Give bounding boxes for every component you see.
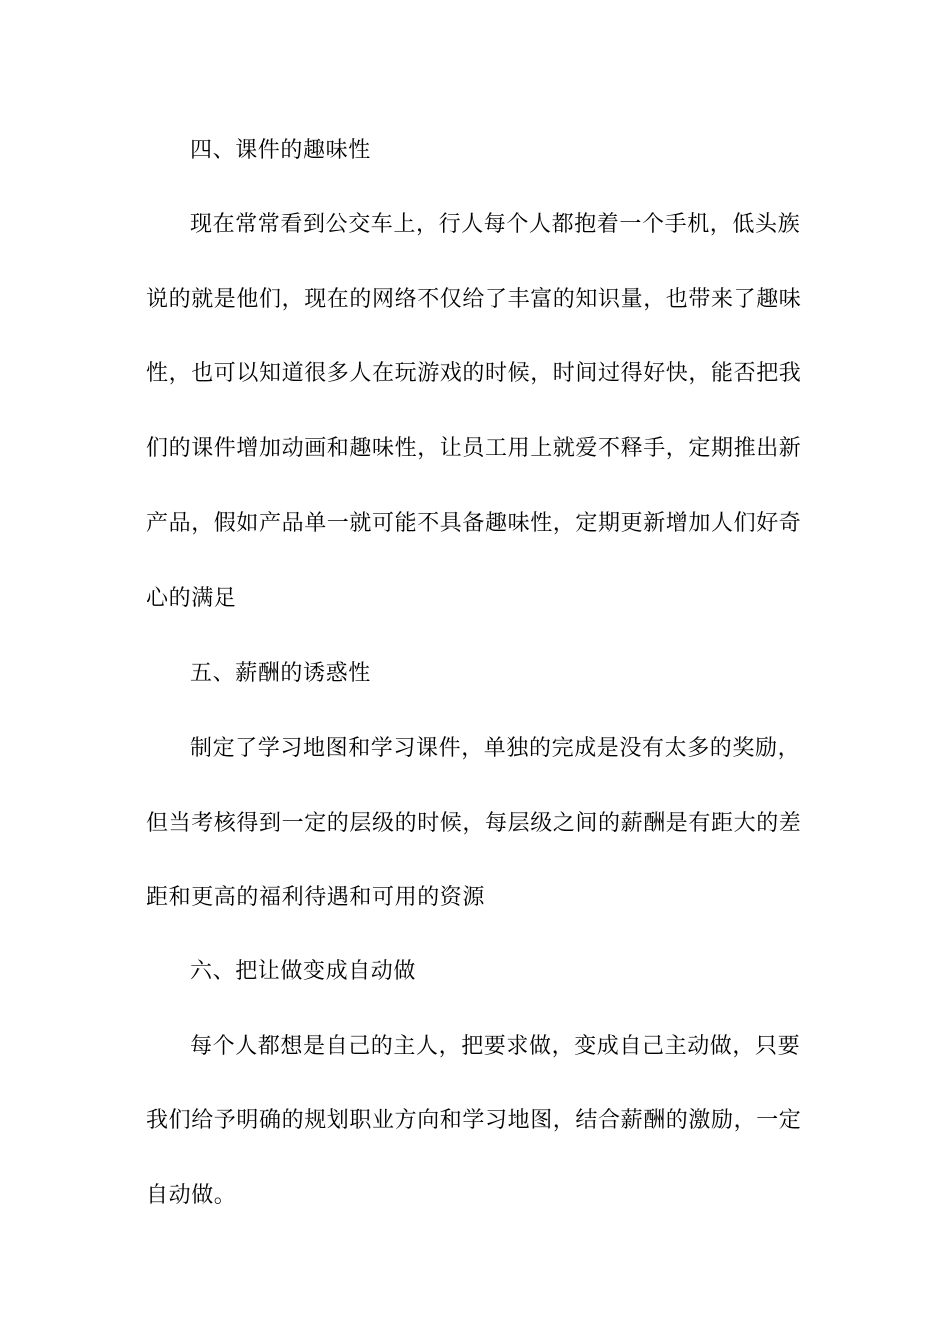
paragraph-line: 性，也可以知道很多人在玩游戏的时候，时间过得好快，能否把我 bbox=[146, 361, 802, 386]
section-heading: 六、把让做变成自动做 bbox=[190, 959, 417, 984]
paragraph-line: 现在常常看到公交车上，行人每个人都抱着一个手机，低头族 bbox=[190, 212, 801, 237]
paragraph-line: 我们给予明确的规划职业方向和学习地图，结合薪酬的激励，一定 bbox=[146, 1108, 802, 1133]
paragraph-line: 产品，假如产品单一就可能不具备趣味性，定期更新增加人们好奇 bbox=[146, 511, 802, 536]
paragraph-line: 每个人都想是自己的主人，把要求做，变成自己主动做，只要 bbox=[190, 1034, 801, 1059]
paragraph-line: 说的就是他们，现在的网络不仅给了丰富的知识量，也带来了趣味 bbox=[146, 287, 802, 312]
section-heading: 四、课件的趣味性 bbox=[190, 138, 371, 163]
paragraph-line: 但当考核得到一定的层级的时候，每层级之间的薪酬是有距大的差 bbox=[146, 811, 802, 836]
paragraph-line: 们的课件增加动画和趣味性，让员工用上就爱不释手，定期推出新 bbox=[146, 436, 802, 461]
paragraph-line: 心的满足 bbox=[146, 586, 237, 611]
paragraph-line: 制定了学习地图和学习课件，单独的完成是没有太多的奖励， bbox=[190, 736, 801, 761]
section-heading: 五、薪酬的诱惑性 bbox=[190, 661, 371, 686]
paragraph-line: 距和更高的福利待遇和可用的资源 bbox=[146, 885, 486, 910]
paragraph-line: 自动做。 bbox=[146, 1183, 237, 1208]
